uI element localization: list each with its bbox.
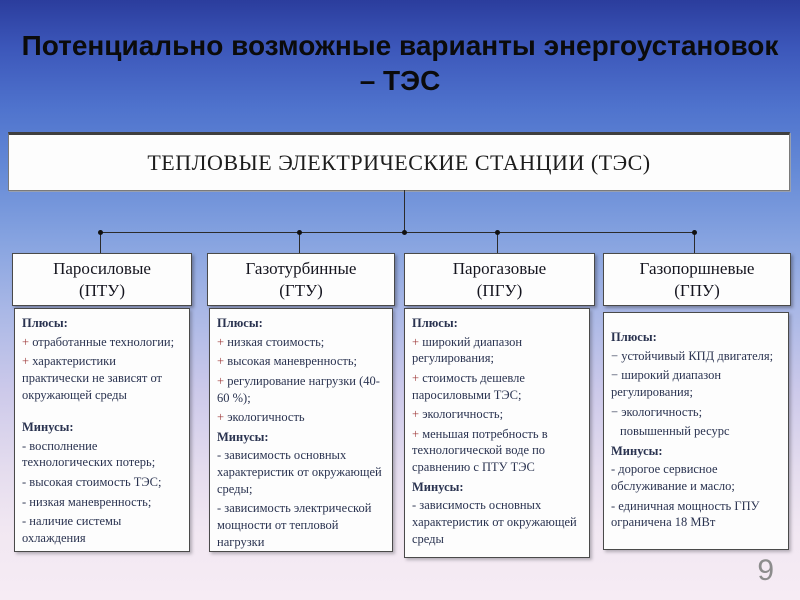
- cons-item: - зависимость основных характеристик от окружающей среды: [412, 498, 577, 546]
- branch-name: Парогазовые: [452, 259, 547, 279]
- connector-dot-2: [297, 230, 302, 235]
- plus-marker: +: [412, 426, 420, 441]
- minus-marker: -: [412, 498, 417, 513]
- branch-header-pgu: [404, 253, 595, 306]
- cons-item: - единичная мощность ГПУ ограничена 18 МВт: [611, 498, 760, 530]
- pros-item: + отработанные технологии;: [22, 334, 175, 349]
- branch-abbr: (ПТУ): [78, 280, 126, 300]
- minus-marker: -: [22, 494, 27, 509]
- connector-dot-3: [495, 230, 500, 235]
- branch-abbr: (ПГУ): [476, 280, 523, 300]
- branch-abbr: (ГПУ): [674, 280, 720, 300]
- connector-stub: [404, 190, 405, 232]
- cons-item: - наличие системы охлаждения: [22, 514, 122, 545]
- branch-details-gtu: [209, 308, 393, 552]
- dash-marker: −: [611, 404, 619, 419]
- plus-marker: +: [217, 410, 225, 425]
- pros-item: − экологичность;: [611, 404, 703, 419]
- slide-title-line2: – ТЭС: [359, 65, 441, 96]
- root-node-label: ТЕПЛОВЫЕ ЭЛЕКТРИЧЕСКИЕ СТАНЦИИ (ТЭС): [147, 149, 651, 175]
- pros-label: Плюсы:: [412, 316, 458, 330]
- branch-name: Паросиловые: [53, 259, 151, 279]
- page-number: 9: [757, 554, 774, 587]
- minus-marker: -: [22, 475, 27, 489]
- connector-dot-center: [402, 230, 407, 235]
- pros-label: Плюсы:: [611, 330, 657, 344]
- connector-dot-1: [98, 230, 103, 235]
- cons-label: Минусы:: [611, 443, 663, 458]
- branch-header-ptu: [12, 253, 192, 306]
- plus-marker: +: [412, 334, 420, 349]
- cons-label: Минусы:: [217, 429, 269, 444]
- connector-drop-4: [694, 232, 695, 253]
- pros-label: Плюсы:: [22, 316, 68, 330]
- minus-marker: -: [22, 438, 27, 453]
- plus-marker: +: [217, 373, 225, 388]
- minus-marker: -: [217, 448, 222, 463]
- plus-marker: +: [412, 370, 420, 385]
- pros-item: + экологичность: [217, 410, 305, 425]
- dash-marker: −: [611, 348, 619, 363]
- cons-item: - зависимость основных характеристик от окружающей среды;: [217, 448, 382, 496]
- branch-name: Газотурбинные: [245, 259, 357, 279]
- pros-item: + характеристики практически не зависят от окружающей среды: [22, 354, 163, 402]
- slide-title: [10, 28, 790, 98]
- minus-marker: -: [22, 514, 27, 529]
- plus-marker: +: [217, 354, 225, 369]
- cons-item: - восполнение технологических потерь;: [22, 438, 156, 470]
- connector-drop-1: [100, 232, 101, 253]
- branch-name: Газопоршневые: [639, 259, 755, 279]
- pros-item: − широкий диапазон регулирования;: [611, 368, 722, 399]
- minus-marker: -: [611, 498, 616, 513]
- connector-dot-4: [692, 230, 697, 235]
- pros-item: + экологичность;: [412, 407, 504, 422]
- cons-item: - низкая маневренность;: [22, 494, 152, 509]
- root-node-tes: [8, 132, 790, 191]
- cons-item: - высокая стоимость ТЭС;: [22, 475, 162, 489]
- pros-item: + низкая стоимость;: [217, 334, 325, 349]
- slide-title-line1: Потенциально возможные варианты энергоустановок: [21, 30, 779, 61]
- pros-item: + высокая маневренность;: [217, 354, 358, 369]
- cons-item: - зависимость электрической мощности от тепловой нагрузки: [217, 501, 372, 549]
- plus-marker: +: [217, 334, 225, 349]
- pros-item: − устойчивый КПД двигателя;: [611, 348, 774, 363]
- minus-marker: -: [217, 501, 222, 516]
- branch-header-gpu: [603, 253, 791, 306]
- minus-marker: -: [611, 462, 616, 477]
- branch-details-ptu: [14, 308, 190, 552]
- cons-label: Минусы:: [412, 479, 464, 494]
- plus-marker: +: [412, 407, 420, 422]
- pros-item: повышенный ресурс: [620, 424, 730, 439]
- connector-horizontal: [100, 232, 695, 233]
- branch-details-gpu: [603, 312, 789, 550]
- cons-label: Минусы:: [22, 420, 74, 435]
- pros-item: + меньшая потребность в технологической воде по сравнению с ПТУ ТЭС: [412, 426, 548, 474]
- plus-marker: +: [22, 354, 30, 369]
- pros-item: + широкий диапазон регулирования;: [412, 334, 523, 366]
- cons-item: - дорогое сервисное обслуживание и масло;: [611, 462, 735, 493]
- branch-header-gtu: [207, 253, 395, 306]
- connector-drop-2: [299, 232, 300, 253]
- plus-marker: +: [22, 334, 30, 349]
- dash-marker: −: [611, 368, 619, 383]
- pros-item: + регулирование нагрузки (40-60 %);: [217, 373, 380, 405]
- branch-details-pgu: [404, 308, 590, 558]
- pros-item: + стоимость дешевле паросиловыми ТЭС;: [412, 370, 525, 402]
- branch-abbr: (ГТУ): [279, 280, 323, 300]
- connector-drop-3: [497, 232, 498, 253]
- pros-label: Плюсы:: [217, 316, 263, 330]
